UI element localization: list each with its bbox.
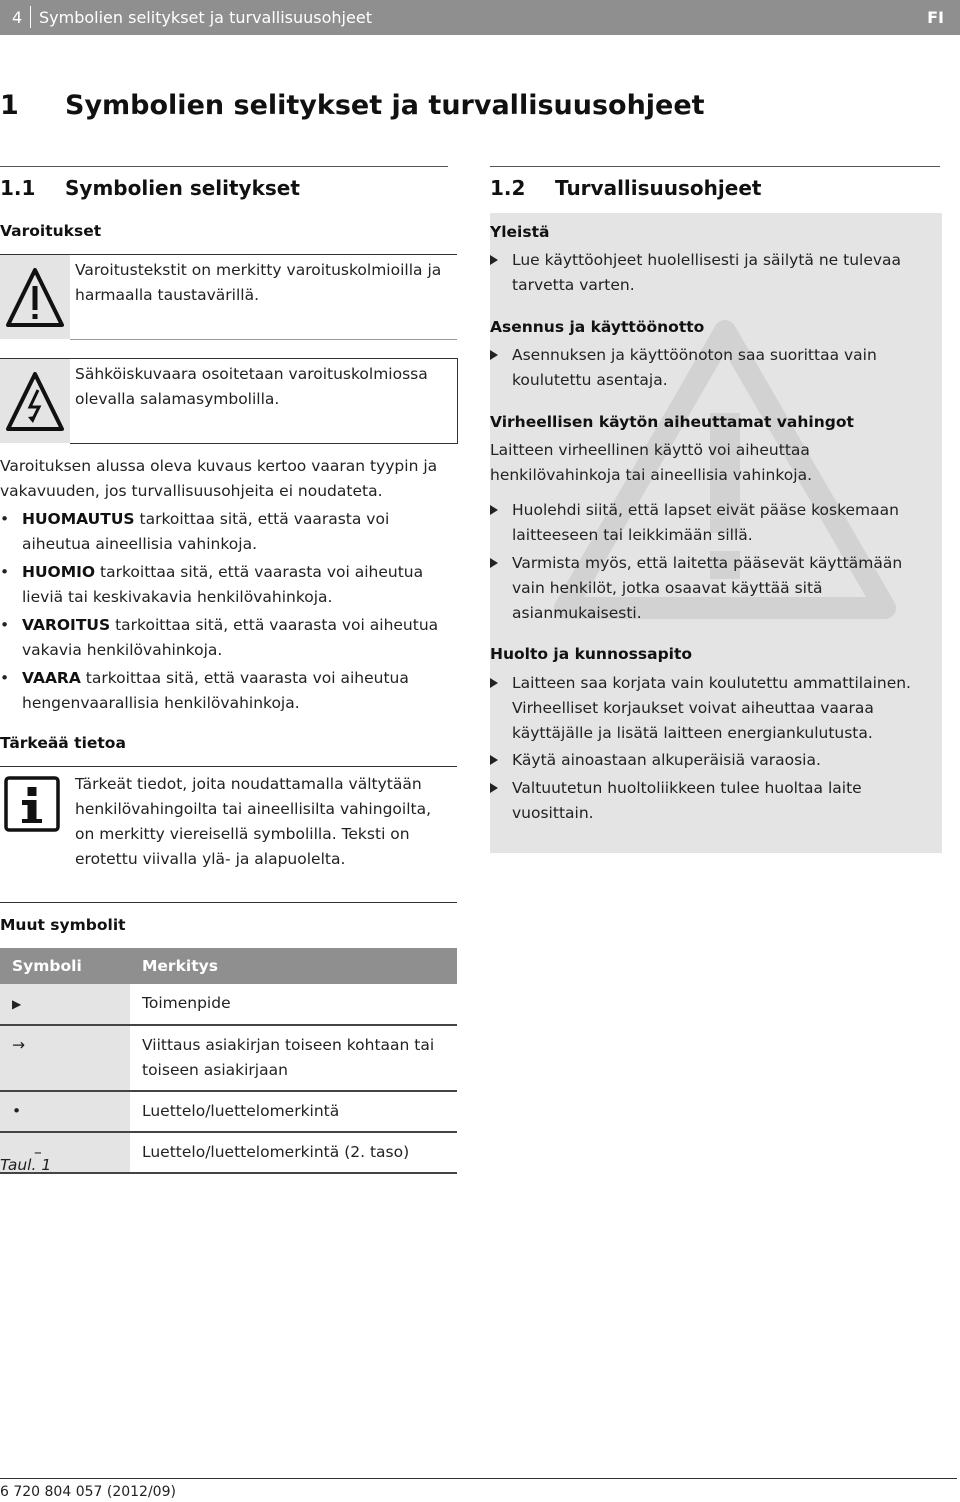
- table-row: [0, 1132, 457, 1173]
- list-item: [490, 776, 930, 826]
- warning-box1-text: Varoitustekstit on merkitty varoituskolmioilla ja harmaalla taustavärillä.: [75, 261, 442, 304]
- info-top-line: [0, 766, 457, 767]
- section-rule-right: [490, 166, 940, 167]
- bullet-icon: •: [0, 510, 10, 528]
- table-header-row: [0, 948, 457, 984]
- bullet-icon: •: [0, 669, 10, 687]
- reference-arrow-icon: →: [12, 1036, 25, 1054]
- document-code: 6 720 804 057 (2012/09): [0, 1484, 176, 1500]
- install-heading: Asennus ja käyttöönotto: [490, 318, 705, 336]
- list-item: [0, 613, 445, 663]
- section-number: 1.1: [0, 176, 36, 200]
- chapter-number: 1: [0, 90, 19, 121]
- warning-icon-bg: [0, 255, 70, 339]
- symbol-cell: [0, 1025, 130, 1091]
- warnings-intro: Varoituksen alussa oleva kuvaus kertoo vaaran tyypin ja vakavuuden, jos turvallisuusohjeita ei noudateta.: [0, 457, 438, 500]
- action-arrow-icon: [490, 783, 498, 793]
- action-arrow-icon: [490, 505, 498, 515]
- action-arrow-icon: [490, 255, 498, 265]
- list-item: [0, 666, 445, 716]
- item-text: Käytä ainoastaan alkuperäisiä varaosia.: [512, 751, 821, 769]
- table-row: [0, 984, 457, 1025]
- item-text: Valtuutetun huoltoliikkeen tulee huoltaa laite vuosittain.: [512, 779, 862, 822]
- important-heading: Tärkeää tietoa: [0, 734, 126, 752]
- item-text: Varmista myös, että laitetta pääsevät käyttämään vain henkilöt, jotka osaavat käyttää sitä asianmukaisesti.: [512, 554, 903, 622]
- other-symbols-heading: Muut symbolit: [0, 916, 126, 934]
- warnings-heading: Varoitukset: [0, 222, 102, 240]
- list-item: [490, 748, 930, 773]
- bullet-icon: •: [12, 1102, 22, 1120]
- action-arrow-icon: [490, 755, 498, 765]
- action-arrow-icon: ▶: [12, 997, 22, 1011]
- meaning-cell: Toimenpide: [130, 984, 457, 1025]
- item-text: Laitteen saa korjata vain koulutettu ammattilainen. Virheelliset korjaukset voivat aiheuttaa vaaraa käyttäjälle ja lisätä laitteen energiankulutusta.: [512, 674, 911, 742]
- meaning-cell: Luettelo/luettelomerkintä (2. taso): [130, 1132, 457, 1173]
- page-header: [0, 0, 960, 35]
- important-text: Tärkeät tiedot, joita noudattamalla vältytään henkilövahingoilta tai aineellisilta vahingoilta, on merkitty viereisellä symbolilla. Teksti on erotettu viivalla ylä- ja alapuolelta.: [75, 775, 432, 868]
- section-title: Symbolien selitykset: [65, 176, 300, 200]
- action-arrow-icon: [490, 558, 498, 568]
- warning-box2-text: Sähköiskuvaara osoitetaan varoituskolmiossa olevalla salamasymbolilla.: [75, 365, 428, 408]
- symbols-table: [0, 948, 457, 1174]
- table-row: [0, 1091, 457, 1132]
- bullet-icon: •: [0, 616, 10, 634]
- service-heading: Huolto ja kunnossapito: [490, 645, 693, 663]
- section-title: Turvallisuusohjeet: [555, 176, 762, 200]
- dash-icon: –: [34, 1143, 42, 1161]
- bullet-text: tarkoittaa sitä, että vaarasta voi aiheutua vakavia henkilövahinkoja.: [22, 616, 439, 659]
- language-code: FI: [927, 8, 944, 27]
- bullet-text: tarkoittaa sitä, että vaarasta voi aiheutua lieviä tai keskivakavia henkilövahinkoja.: [22, 563, 424, 606]
- box-divider: [70, 339, 457, 340]
- table-row: [0, 1025, 457, 1091]
- symbol-cell: [0, 1091, 130, 1132]
- symbol-cell: [0, 984, 130, 1025]
- info-bottom-line: [0, 902, 457, 903]
- bullet-text: tarkoittaa sitä, että vaarasta voi aiheutua hengenvaarallisia henkilövahinkoja.: [22, 669, 409, 712]
- list-item: [490, 671, 930, 746]
- section-heading-1-2: [490, 176, 761, 200]
- footer-rule: [0, 1478, 957, 1479]
- keyword: VAARA: [22, 669, 81, 687]
- meaning-cell: Luettelo/luettelomerkintä: [130, 1091, 457, 1132]
- keyword: HUOMIO: [22, 563, 96, 581]
- column-header-symbol: Symboli: [0, 948, 130, 984]
- page-title: [0, 90, 705, 121]
- keyword: VAROITUS: [22, 616, 111, 634]
- info-icon: [4, 776, 60, 832]
- page-number: 4: [12, 8, 23, 27]
- item-text: Huolehdi siitä, että lapset eivät pääse koskemaan laitteeseen tai leikkimään sillä.: [512, 501, 899, 544]
- bullet-text: tarkoittaa sitä, että vaarasta voi aiheutua aineellisia vahinkoja.: [22, 510, 390, 553]
- safety-panel: [490, 213, 942, 853]
- misuse-text: Laitteen virheellinen käyttö voi aiheuttaa henkilövahinkoja tai aineellisia vahinkoja.: [490, 441, 813, 484]
- table-caption: Taul. 1: [0, 1156, 52, 1174]
- general-heading: Yleistä: [490, 223, 550, 241]
- section-heading-1-1: [0, 176, 300, 200]
- electric-shock-warning-icon: [0, 359, 70, 443]
- box-right-line: [457, 358, 458, 444]
- action-arrow-icon: [490, 678, 498, 688]
- list-item: [0, 507, 445, 557]
- bullet-icon: •: [0, 563, 10, 581]
- header-separator: [30, 6, 31, 28]
- misuse-heading: Virheellisen käytön aiheuttamat vahingot: [490, 413, 854, 431]
- item-text: Lue käyttöohjeet huolellisesti ja säilytä ne tulevaa tarvetta varten.: [512, 251, 902, 294]
- list-item: [490, 248, 930, 298]
- list-item: [490, 498, 930, 548]
- box-bottom-line: [70, 443, 457, 444]
- column-header-meaning: Merkitys: [130, 948, 457, 984]
- section-rule-left: [0, 166, 448, 167]
- list-item: [0, 560, 445, 610]
- warning-triangle-icon: [0, 255, 70, 339]
- meaning-cell: Viittaus asiakirjan toiseen kohtaan tai toiseen asiakirjaan: [130, 1025, 457, 1091]
- electric-icon-bg: [0, 359, 70, 443]
- section-number: 1.2: [490, 176, 526, 200]
- keyword: HUOMAUTUS: [22, 510, 135, 528]
- header-title: Symbolien selitykset ja turvallisuusohjeet: [39, 8, 372, 27]
- list-item: [490, 343, 930, 393]
- action-arrow-icon: [490, 350, 498, 360]
- item-text: Asennuksen ja käyttöönoton saa suorittaa vain koulutettu asentaja.: [512, 346, 877, 389]
- list-item: [490, 551, 930, 626]
- chapter-title: Symbolien selitykset ja turvallisuusohjeet: [65, 90, 705, 121]
